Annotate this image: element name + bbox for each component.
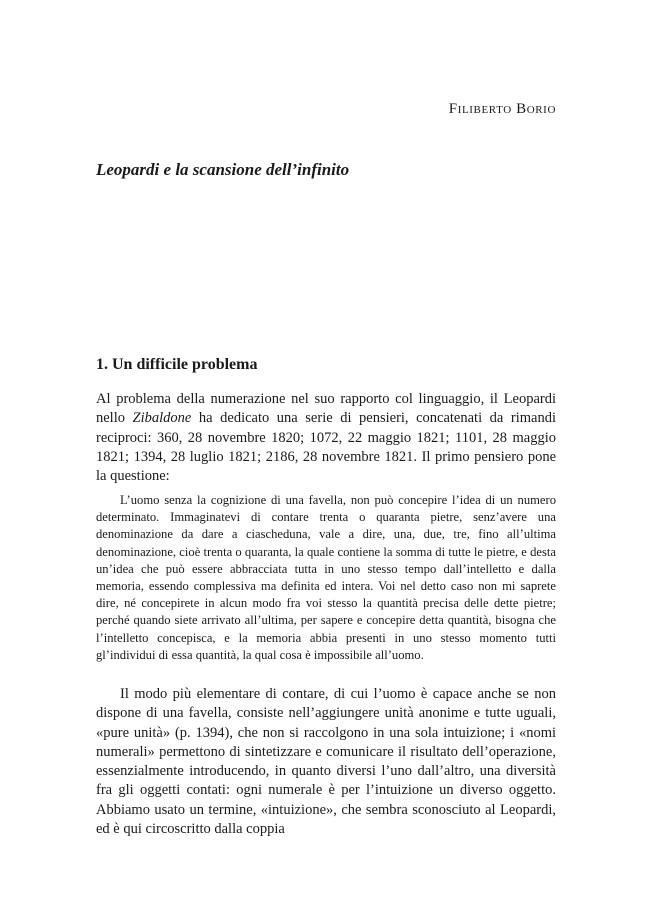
body-paragraph-1 — [96, 390, 556, 486]
article-title: Leopardi e la scansione dell’infinito — [96, 160, 350, 179]
author-name: Filiberto Borio — [448, 101, 556, 117]
body-paragraph-2: Il modo più elementare di contare, di cui l’uomo è capace anche se non dispone di una favella, consiste nell’aggiungere unità anonime e tutte uguali, «pure unità» (p. 1394), che non si raccolgono in una sola intuizione; i «nomi numerali» permettono di sintetizzare e comunicare il risultato dell’operazione, essenzialmente introducendo, in quanto diversi l’uno dall’altro, una diversità fra gli oggetti contati: ogni numerale è per l’intuizione un diverso oggetto. Abbiamo usato un termine, «intuizione», che sembra sconosciuto al Leopardi, ed è qui circoscritto dalla coppia — [96, 686, 556, 838]
paragraph-text: Al problema della numerazione nel suo rapporto col linguaggio, il Leopardi nello — [96, 391, 556, 427]
section-heading: 1. Un difficile problema — [96, 356, 258, 373]
block-quote: L’uomo senza la cognizione di una favella, non può concepire l’idea di un numero determinato. Immaginatevi di contare trenta o quaranta pietre, senz’avere una denominazione da dare a ciascheduna, vale a dire, una, due, tre, fino all’ultima denominazione, cioè trenta o quaranta, la quale contiene la somma di tutte le pietre, e desta un’idea che può essere abbracciata tutta in uno stesso tempo dall’intelletto e dalla memoria, essendo complessiva ma definita ed intera. Voi nel detto caso non mi saprete dire, né concepirete in alcun modo fra voi stesso la quantità precisa delle dette pietre; perché quando siete arrivato all’ultima, per sapere e concepire detta quantità, bisogna che l’intelletto concepisca, e la memoria abbia presenti in uno stesso momento tutti gl’individui di essa quantità, la qual cosa è impossibile all’uomo. — [96, 493, 556, 662]
paragraph-text: ha dedicato una serie di pensieri, concatenati da rimandi reciproci: 360, 28 novembre 1820; 1072, 22 maggio 1821; 1101, 28 maggio 1821; 1394, 28 luglio 1821; 2186, 28 novembre 1821. Il primo pensiero pone la questione: — [96, 410, 556, 485]
page — [96, 0, 556, 917]
work-title-italic: Zibaldone — [132, 410, 192, 427]
